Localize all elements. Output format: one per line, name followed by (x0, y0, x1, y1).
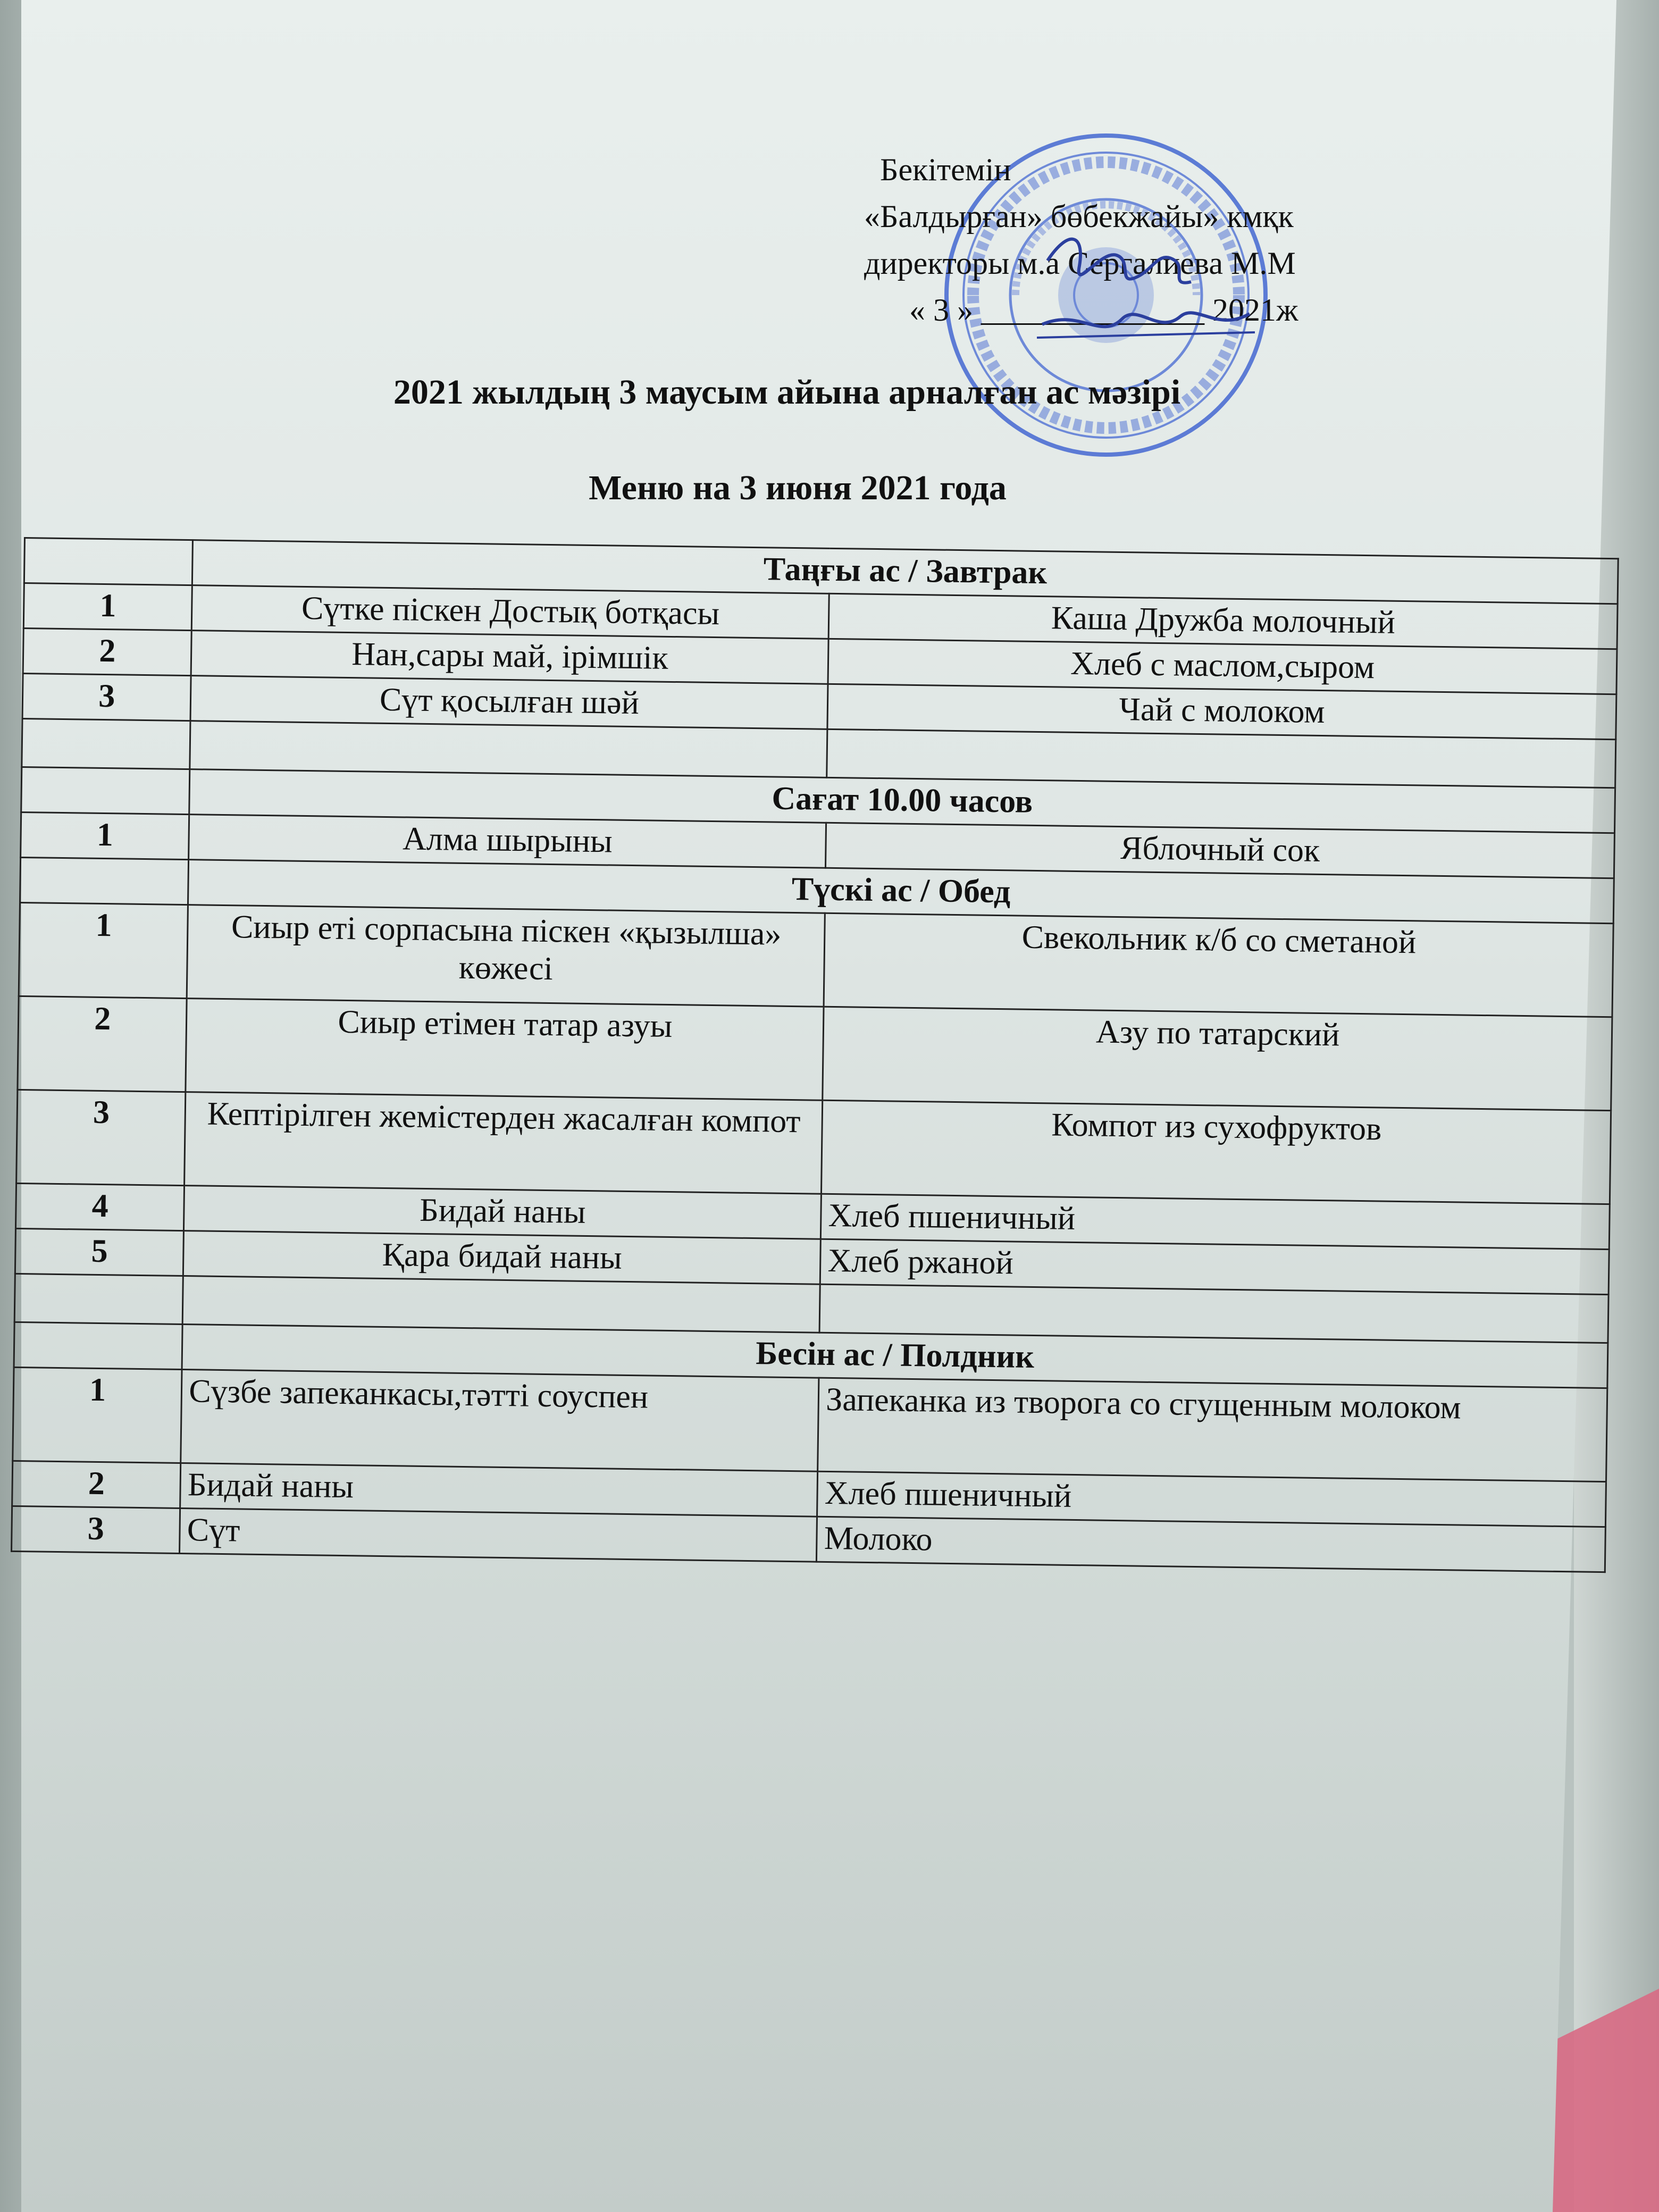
row-number: 4 (15, 1183, 184, 1230)
approval-line-1: Бекітемін (880, 152, 1011, 187)
dish-russian: Запеканка из творога со сгущенным молоком (818, 1378, 1607, 1481)
dish-russian: Каша Дружба молочный (829, 593, 1618, 649)
empty-cell (14, 1273, 183, 1324)
section-title-breakfast: Таңғы ас / Завтрак (192, 540, 1619, 604)
title-kazakh: 2021 жылдың 3 маусым айына арналған ас мәзірі (393, 373, 1181, 412)
dish-russian: Азу по татарский (823, 1007, 1612, 1110)
dish-russian: Яблочный сок (826, 823, 1615, 878)
dish-russian: Хлеб ржаной (820, 1239, 1610, 1294)
section-num-cell (21, 767, 190, 814)
approval-line-3: директоры м.а Сергалиева М.М (864, 246, 1296, 281)
title-russian: Меню на 3 июня 2021 года (589, 468, 1007, 507)
section-title-snack: Сағат 10.00 часов (189, 769, 1615, 833)
section-title-lunch: Түскі ас / Обед (188, 860, 1614, 924)
row-number: 3 (12, 1506, 180, 1553)
row-number: 5 (15, 1228, 183, 1276)
dish-kazakh: Қара бидай наны (183, 1231, 821, 1285)
dish-russian: Компот из сухофруктов (822, 1100, 1611, 1204)
dish-kazakh: Сиыр еті сорпасына піскен «қызылша» көжесі (187, 905, 825, 1007)
row-number: 2 (23, 629, 191, 676)
dish-russian: Хлеб с маслом,сыром (828, 639, 1617, 694)
dish-russian: Хлеб пшеничный (821, 1194, 1610, 1249)
section-num-cell (14, 1322, 182, 1369)
dish-kazakh: Сиыр етімен татар азуы (186, 999, 824, 1101)
handwritten-signature (1037, 218, 1260, 356)
dish-kazakh: Кептірілген жемістерден жасалған компот (185, 1092, 823, 1194)
section-num-cell (20, 857, 189, 904)
approval-line-2: «Балдырған» бөбекжайы» кмқк (864, 199, 1294, 234)
dish-russian: Хлеб пшеничный (817, 1471, 1606, 1527)
dish-kazakh: Бидай наны (180, 1463, 818, 1517)
row-number: 3 (22, 673, 191, 720)
row-number: 1 (23, 583, 192, 631)
dish-russian: Молоко (817, 1516, 1606, 1572)
dish-kazakh: Сүтке піскен Достық ботқасы (192, 585, 830, 639)
row-number: 2 (12, 1461, 181, 1508)
dish-kazakh: Сүзбе запеканкасы,тәтті соуспен (181, 1370, 819, 1472)
approval-line-4: « 3 » ______________ 2021ж (909, 292, 1298, 328)
row-number: 2 (18, 996, 187, 1092)
empty-cell (190, 721, 827, 778)
section-title-afternoon: Бесін ас / Полдник (182, 1325, 1608, 1388)
section-num-cell (24, 538, 192, 585)
dish-russian: Чай с молоком (827, 684, 1616, 739)
dish-kazakh: Сүт (180, 1509, 817, 1562)
row-number: 1 (21, 812, 189, 859)
dish-russian: Свекольник к/б со сметаной (824, 913, 1613, 1017)
dish-kazakh: Бидай наны (184, 1186, 822, 1239)
empty-cell (22, 718, 191, 769)
menu-table (11, 537, 1619, 1573)
dish-kazakh: Алма шырыны (189, 815, 826, 868)
row-number: 1 (19, 902, 188, 998)
empty-cell (182, 1276, 820, 1333)
dish-kazakh: Нан,сары май, ірімшік (191, 631, 828, 684)
row-number: 1 (13, 1367, 182, 1463)
row-number: 3 (16, 1090, 186, 1185)
dish-kazakh: Сүт қосылған шәй (190, 676, 828, 730)
